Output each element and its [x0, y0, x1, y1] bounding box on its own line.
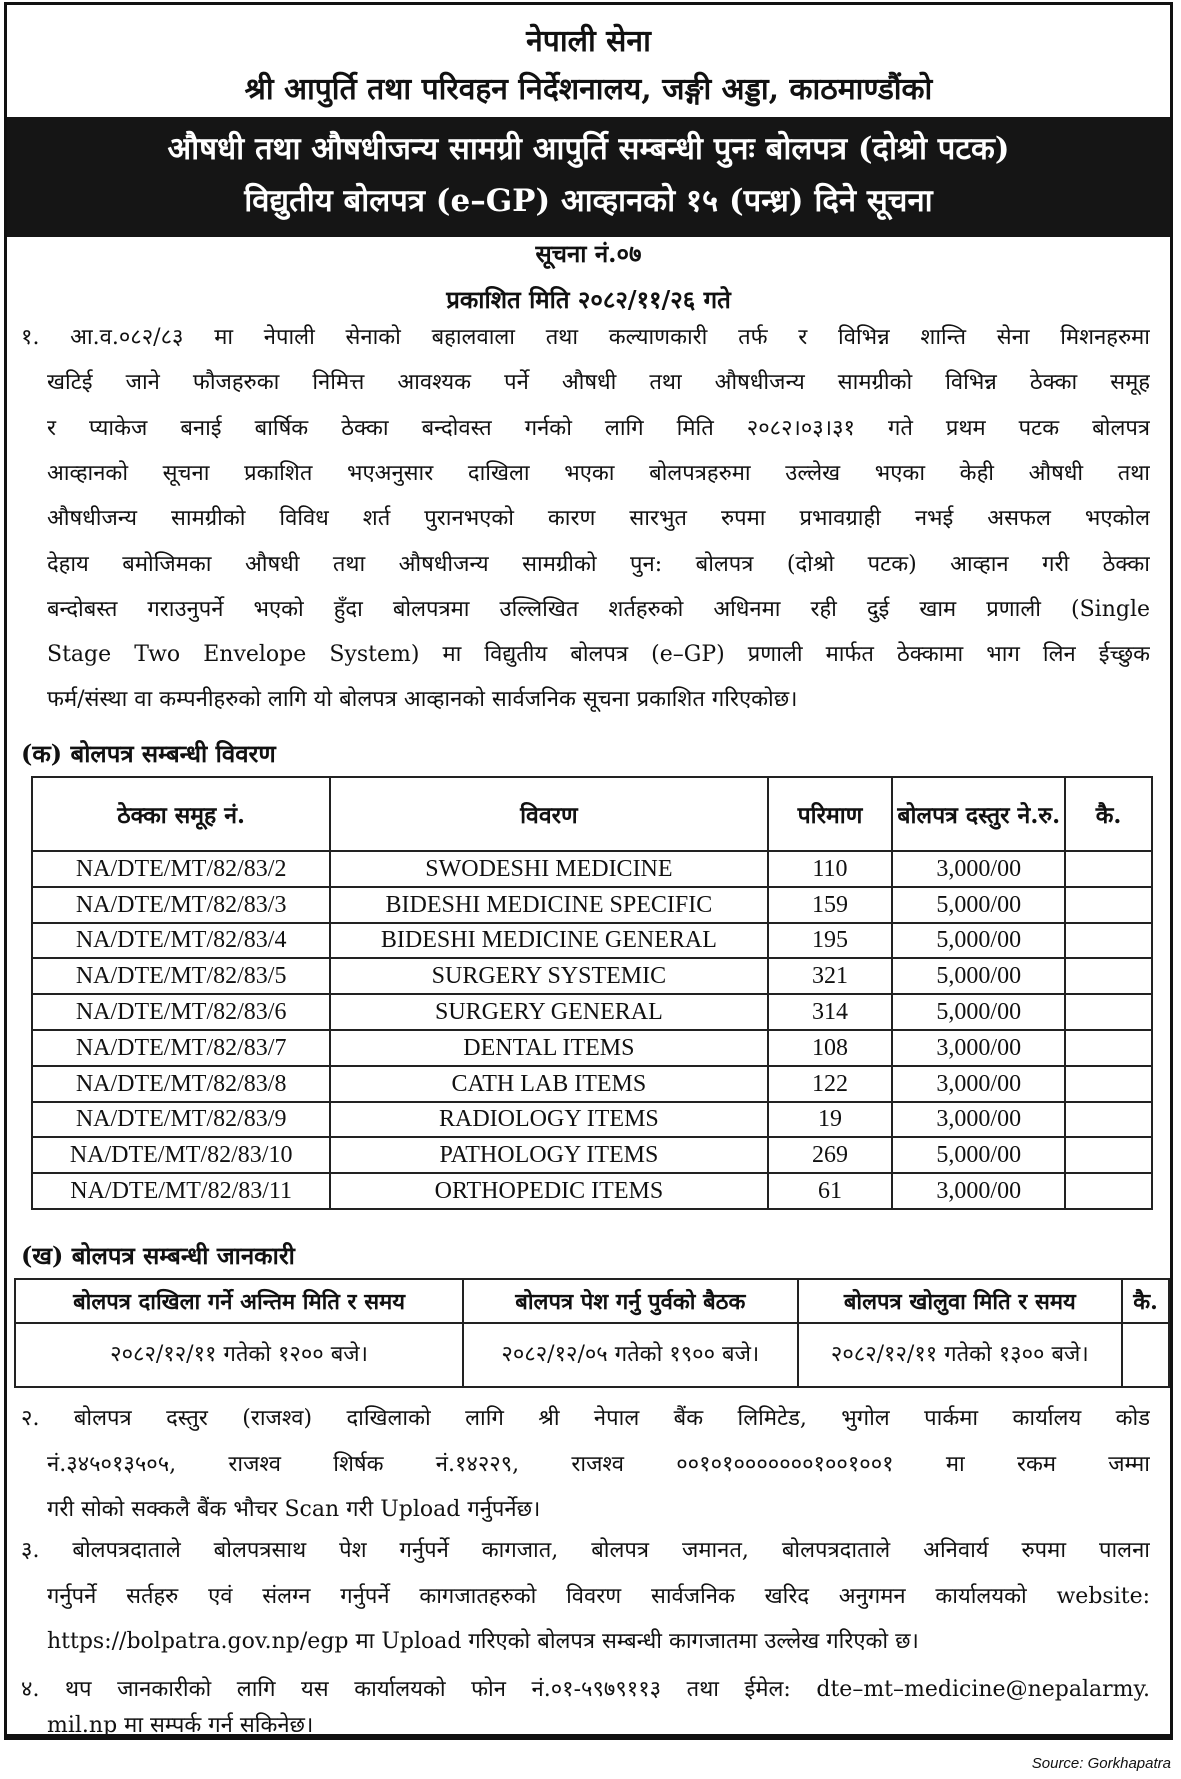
table-row: [15, 1323, 1169, 1387]
table-cell: NA/DTE/MT/82/83/8: [32, 1066, 330, 1102]
column-header: बोलपत्र दाखिला गर्ने अन्तिम मिति र समय: [15, 1279, 463, 1323]
table-cell: 5,000/00: [892, 887, 1065, 923]
table-cell: SURGERY GENERAL: [330, 994, 767, 1030]
table-cell: 19: [768, 1102, 893, 1138]
source-credit: Source: Gorkhapatra: [1031, 1755, 1171, 1772]
table-cell: 3,000/00: [892, 1066, 1065, 1102]
paragraph-line: औषधीजन्य सामग्रीको विविध शर्त पुरानभएको कारण सारभुत रुपमा प्रभावग्राही नभई असफल भएकोल: [47, 506, 1150, 532]
table-cell: [1065, 851, 1152, 887]
table-cell: 61: [768, 1173, 893, 1209]
table-cell: [1122, 1323, 1169, 1387]
notice-title-line2: विद्युतीय बोलपत्र (e–GP) आव्हानको १५ (पन्ध्र) दिने सूचना: [244, 183, 933, 219]
table-cell: BIDESHI MEDICINE SPECIFIC: [330, 887, 767, 923]
column-header: ठेक्का समूह नं.: [32, 777, 330, 851]
table-cell: २०८२/१२/०५ गतेको १९०० बजे।: [463, 1323, 797, 1387]
table-row: [32, 887, 1152, 923]
table-cell: 159: [768, 887, 893, 923]
published-date: प्रकाशित मिति २०८२/११/२६ गते: [446, 285, 731, 314]
table-row: [32, 1030, 1152, 1066]
column-header: बोलपत्र दस्तुर ने.रु.: [892, 777, 1065, 851]
column-header: विवरण: [330, 777, 767, 851]
table-cell: 108: [768, 1030, 893, 1066]
table-cell: RADIOLOGY ITEMS: [330, 1102, 767, 1138]
table-cell: २०८२/१२/११ गतेको १२०० बजे।: [15, 1323, 463, 1387]
table-cell: २०८२/१२/११ गतेको १३०० बजे।: [798, 1323, 1123, 1387]
table-cell: BIDESHI MEDICINE GENERAL: [330, 923, 767, 959]
table-cell: NA/DTE/MT/82/83/9: [32, 1102, 330, 1138]
table-cell: 3,000/00: [892, 1102, 1065, 1138]
notice: [4, 2, 1173, 1740]
table-cell: PATHOLOGY ITEMS: [330, 1137, 767, 1173]
paragraph-line: Stage Two Envelope System) मा विद्युतीय बोलपत्र (e–GP) प्रणाली मार्फत ठेक्कामा भाग लिन ईच्छुक: [47, 642, 1150, 668]
table-cell: [1065, 1102, 1152, 1138]
table-cell: ORTHOPEDIC ITEMS: [330, 1173, 767, 1209]
table-cell: 122: [768, 1066, 893, 1102]
paragraph-line: आव्हानको सूचना प्रकाशित भएअनुसार दाखिला भएका बोलपत्रहरुमा उल्लेख भएका केही औषधी तथा: [47, 460, 1150, 486]
table-cell: [1065, 1030, 1152, 1066]
bid-schedule-table: [14, 1278, 1170, 1388]
column-header: परिमाण: [768, 777, 893, 851]
table-cell: NA/DTE/MT/82/83/4: [32, 923, 330, 959]
table-cell: [1065, 1066, 1152, 1102]
table-cell: 5,000/00: [892, 994, 1065, 1030]
table-cell: DENTAL ITEMS: [330, 1030, 767, 1066]
table-cell: 195: [768, 923, 893, 959]
table-cell: 5,000/00: [892, 923, 1065, 959]
table-cell: 3,000/00: [892, 1030, 1065, 1066]
table-row: [32, 994, 1152, 1030]
paragraph-line: बन्दोबस्त गराउनुपर्ने भएको हुँदा बोलपत्रमा उल्लिखित शर्तहरुको अधिनमा रही दुई खाम प्रणाली (Single: [47, 596, 1150, 622]
notice-number: सूचना नं.०७: [535, 239, 642, 268]
table-cell: 321: [768, 958, 893, 994]
table-cell: SURGERY SYSTEMIC: [330, 958, 767, 994]
table-cell: 3,000/00: [892, 1173, 1065, 1209]
table-row: [32, 958, 1152, 994]
column-header: बोलपत्र पेश गर्नु पुर्वको बैठक: [463, 1279, 797, 1323]
paragraph-line: नं.३४५०१३५०५, राजश्व शिर्षक नं.१४२२९, राजश्व ००१०१०००००००१००१००१ मा रकम जम्मा: [47, 1451, 1150, 1477]
table-row: [32, 851, 1152, 887]
paragraph-line: गर्नुपर्ने सर्तहरु एवं संलग्न गर्नुपर्ने कागजातहरुको विवरण सार्वजनिक खरिद अनुगमन कार्यालयको website:: [47, 1583, 1150, 1609]
paragraph-line: ३. बोलपत्रदाताले बोलपत्रसाथ पेश गर्नुपर्ने कागजात, बोलपत्र जमानत, बोलपत्रदाताले अनिवार्य रुपमा पालना: [21, 1538, 1150, 1563]
paragraph-line: र प्याकेज बनाई बार्षिक ठेक्का बन्दोवस्त गर्नको लागि मिति २०८२।०३।३१ गते प्रथम पटक बोलपत्र: [47, 415, 1150, 441]
table-cell: [1065, 994, 1152, 1030]
table-cell: 269: [768, 1137, 893, 1173]
table-row: [32, 923, 1152, 959]
paragraph-line: २. बोलपत्र दस्तुर (राजश्व) दाखिलाको लागि श्री नेपाल बैंक लिमिटेड, भुगोल पार्कमा कार्यालय कोड: [21, 1406, 1150, 1431]
table-cell: [1065, 887, 1152, 923]
directorate-name: श्री आपुर्ति तथा परिवहन निर्देशनालय, जङ्गी अड्डा, काठमाण्डौंको: [244, 72, 933, 107]
paragraph-line: १. आ.व.०८२/८३ मा नेपाली सेनाको बहालवाला तथा कल्याणकारी तर्फ र विभिन्न शान्ति सेना मिशनहरुमा: [21, 325, 1150, 350]
paragraph-line: https://bolpatra.gov.np/egp मा Upload गरिएको बोलपत्र सम्बन्धी कागजातमा उल्लेख गरिएको छ।: [47, 1629, 919, 1654]
paragraph-line: mil.np मा सम्पर्क गर्न सकिनेछ।: [47, 1713, 314, 1738]
table-cell: [1065, 1173, 1152, 1209]
table-row: [32, 1137, 1152, 1173]
notice-title-line1: औषधी तथा औषधीजन्य सामग्री आपुर्ति सम्बन्धी पुनः बोलपत्र (दोश्रो पटक): [167, 131, 1010, 167]
paragraph-line: गरी सोको सक्कलै बैंक भौचर Scan गरी Upload गर्नुपर्नेछ।: [47, 1497, 541, 1522]
column-header: कै.: [1065, 777, 1152, 851]
section-a-heading: (क) बोलपत्र सम्बन्धी विवरण: [21, 739, 276, 768]
table-row: [32, 1102, 1152, 1138]
table-cell: 5,000/00: [892, 1137, 1065, 1173]
paragraph-line: फर्म/संस्था वा कम्पनीहरुको लागि यो बोलपत्र आव्हानको सार्वजनिक सूचना प्रकाशित गरिएकोछ।: [47, 687, 798, 713]
table-cell: NA/DTE/MT/82/83/5: [32, 958, 330, 994]
table-cell: 110: [768, 851, 893, 887]
table-cell: 5,000/00: [892, 958, 1065, 994]
title-band: [7, 117, 1170, 237]
table-cell: NA/DTE/MT/82/83/7: [32, 1030, 330, 1066]
table-cell: SWODESHI MEDICINE: [330, 851, 767, 887]
table-row: [32, 1173, 1152, 1209]
paragraph-line: देहाय बमोजिमका औषधी तथा औषधीजन्य सामग्रीको पुन: बोलपत्र (दोश्रो पटक) आव्हान गरी ठेक्का: [47, 551, 1150, 577]
section-b-heading: (ख) बोलपत्र सम्बन्धी जानकारी: [21, 1241, 295, 1270]
paragraph-line: ४. थप जानकारीको लागि यस कार्यालयको फोन नं.०१-५९७९११३ तथा ईमेल: dte–mt–medicine@nepalarmy.: [21, 1677, 1150, 1702]
column-header: कै.: [1122, 1279, 1169, 1323]
table-row: [32, 1066, 1152, 1102]
table-cell: NA/DTE/MT/82/83/6: [32, 994, 330, 1030]
table-cell: CATH LAB ITEMS: [330, 1066, 767, 1102]
org-name: नेपाली सेना: [526, 24, 651, 59]
column-header: बोलपत्र खोलुवा मिति र समय: [798, 1279, 1123, 1323]
table-cell: [1065, 1137, 1152, 1173]
table-cell: 3,000/00: [892, 851, 1065, 887]
table-cell: NA/DTE/MT/82/83/3: [32, 887, 330, 923]
tender-groups-table: [31, 776, 1153, 1210]
table-cell: [1065, 923, 1152, 959]
paragraph-line: खटिई जाने फौजहरुका निमित्त आवश्यक पर्ने औषधी तथा औषधीजन्य सामग्रीको विभिन्न ठेक्का समूह: [47, 370, 1150, 396]
table-cell: NA/DTE/MT/82/83/11: [32, 1173, 330, 1209]
table-cell: 314: [768, 994, 893, 1030]
table-cell: NA/DTE/MT/82/83/10: [32, 1137, 330, 1173]
table-cell: [1065, 958, 1152, 994]
table-cell: NA/DTE/MT/82/83/2: [32, 851, 330, 887]
